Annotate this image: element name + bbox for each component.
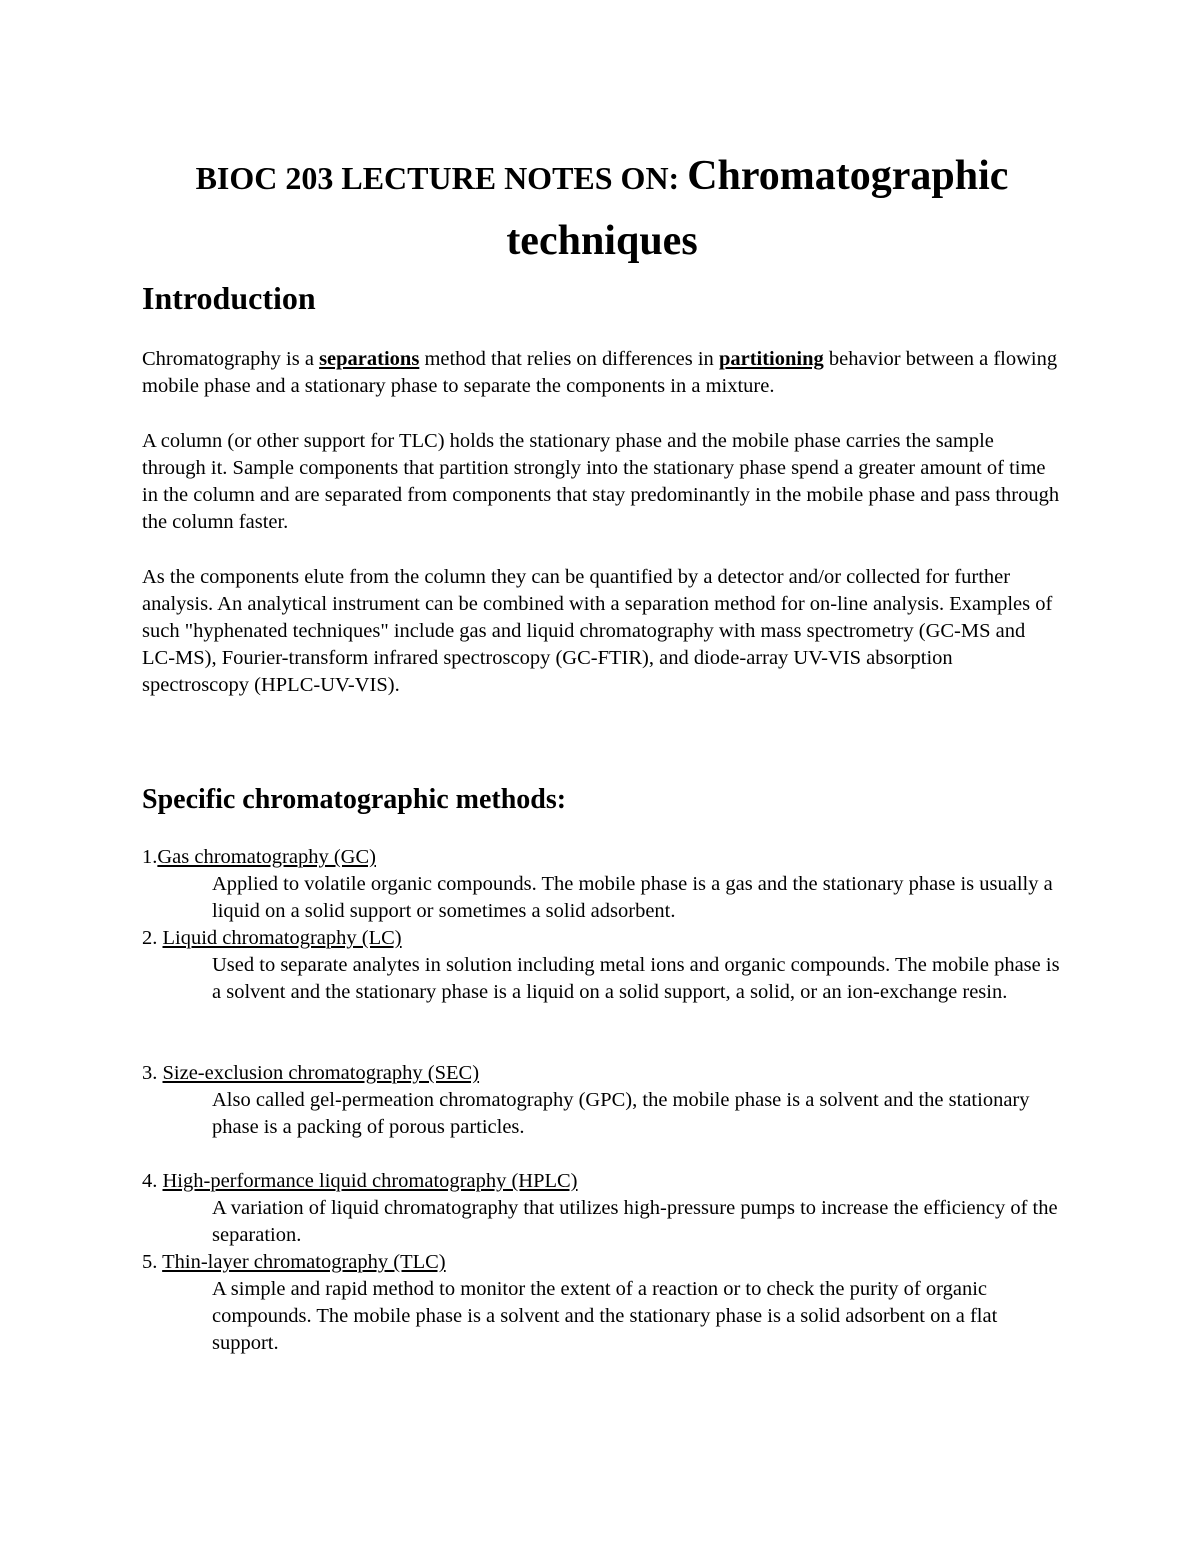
specific-methods-heading: Specific chromatographic methods: (142, 784, 567, 815)
method-title (142, 1168, 1062, 1195)
method-title (142, 1249, 1062, 1276)
method-name: Liquid chromatography (LC) (162, 927, 402, 949)
intro-p1-text-a: Chromatography is a (142, 348, 320, 370)
intro-p1-text-b: method that relies on differences in (419, 348, 719, 370)
method-title (142, 925, 1062, 952)
method-description: A simple and rapid method to monitor the extent of a reaction or to check the purity of organic compounds. The mobile phase is a solvent and the stationary phase is a solid adsorbent on a flat support. (212, 1278, 998, 1354)
method-number: 1. (142, 846, 158, 868)
intro-paragraph-1 (142, 346, 1062, 400)
method-description: Used to separate analytes in solution including metal ions and organic compounds. The mobile phase is a solvent and the stationary phase is a liquid on a solid support, a solid, or an ion-exchange resin. (212, 954, 1060, 1003)
document-title (142, 148, 1062, 278)
title-prefix: BIOC 203 LECTURE NOTES ON: (195, 160, 688, 196)
introduction-heading: Introduction (142, 280, 316, 316)
method-name: Size-exclusion chromatography (SEC) (162, 1062, 480, 1084)
method-number: 2. (142, 927, 163, 949)
method-title (142, 844, 1062, 871)
method-number: 5. (142, 1251, 163, 1273)
method-number: 3. (142, 1062, 163, 1084)
method-name: High-performance liquid chromatography (HPLC) (162, 1170, 578, 1192)
method-name: Thin-layer chromatography (TLC) (162, 1251, 446, 1273)
method-description: A variation of liquid chromatography that utilizes high-pressure pumps to increase the efficiency of the separation. (212, 1197, 1058, 1246)
title-topic-line1: Chromatographic (687, 153, 1009, 199)
method-description: Also called gel-permeation chromatography (GPC), the mobile phase is a solvent and the stationary phase is a packing of porous particles. (212, 1089, 1030, 1138)
intro-paragraph-2: A column (or other support for TLC) holds the stationary phase and the mobile phase carries the sample through it. Sample components that partition strongly into the stationary phase spend a greater amount of time in the column and are separated from components that stay predominantly in the mobile phase and pass through the column faster. (142, 430, 1060, 533)
intro-paragraph-3: As the components elute from the column they can be quantified by a detector and/or collected for further analysis. An analytical instrument can be combined with a separation method for on-line analysis. Examples of such "hyphenated techniques" include gas and liquid chromatography with mass spectrometry (GC-MS and LC-MS), Fourier-transform infrared spectroscopy (GC-FTIR), and diode-array UV-VIS absorption spectroscopy (HPLC-UV-VIS). (142, 566, 1053, 696)
title-topic-line2: techniques (506, 218, 698, 264)
method-item (142, 925, 1062, 1006)
method-item (142, 1168, 1062, 1249)
method-name: Gas chromatography (GC) (157, 846, 376, 868)
method-item (142, 1060, 1062, 1141)
method-item (142, 1249, 1062, 1357)
method-number: 4. (142, 1170, 163, 1192)
separations-term: separations (319, 348, 420, 370)
method-description: Applied to volatile organic compounds. The mobile phase is a gas and the stationary phase is usually a liquid on a solid support or sometimes a solid adsorbent. (212, 873, 1053, 922)
partitioning-term: partitioning (718, 348, 824, 370)
method-title (142, 1060, 1062, 1087)
intro-p1-text-c: behavior between a flowing mobile phase and a stationary phase to separate the components in a mixture. (142, 348, 1058, 397)
method-item (142, 844, 1062, 925)
